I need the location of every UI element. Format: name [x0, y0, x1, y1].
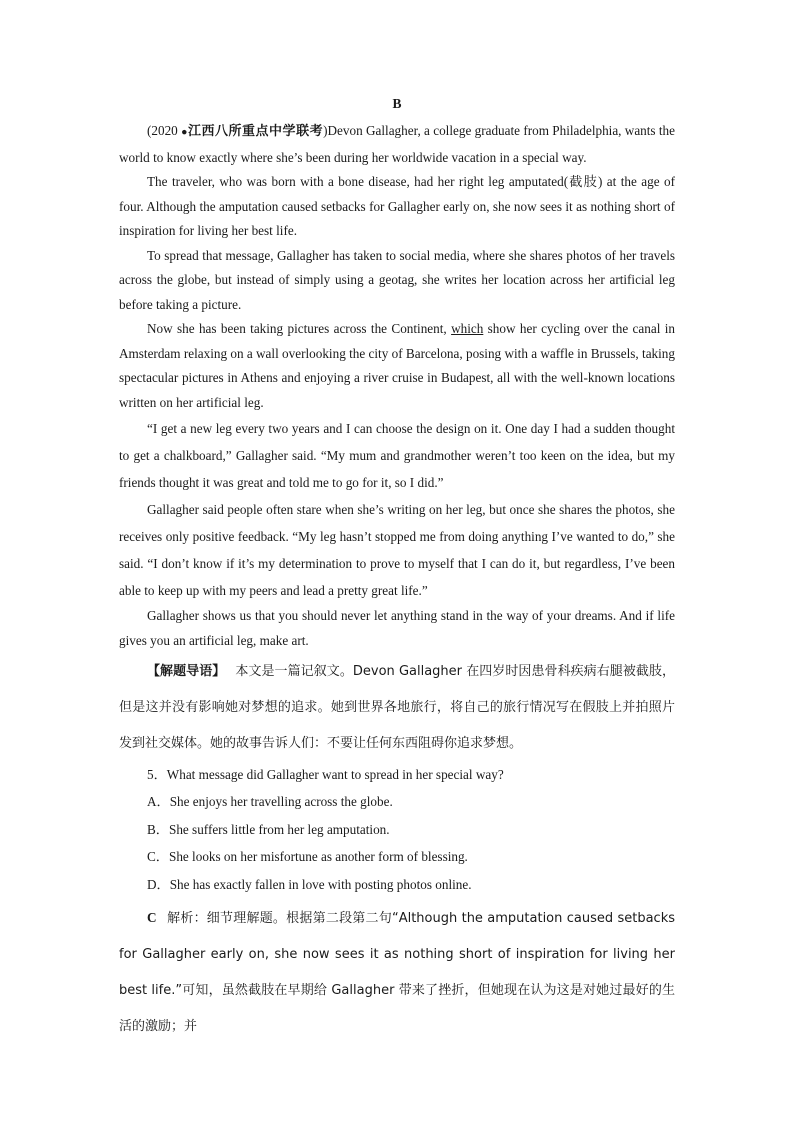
answer-text: 解析：细节理解题。根据第二段第二句“Although the amputation caused setbacks for Gallagher early on, she now sees it as nothing short of inspiration for living her best life.”可知，虽然截肢在早期给 Gallagher 带来了挫折，但她现在认为这是对她过最好的生活的激励；并 [119, 911, 676, 1034]
paragraph-1-text: Devon Gallagher, a college graduate from Philadelphia, wants the world to know exactly where she’s been during her worldwide vacation in a special way. [119, 123, 675, 165]
source-exam: 江西八所重点中学联考 [187, 124, 324, 139]
option-d: D．She has exactly fallen in love with posting photos online. [147, 876, 472, 892]
underlined-word: which [451, 321, 484, 336]
guide-tag: 【解题导语】 [147, 664, 226, 679]
quote-paragraph-1: “I get a new leg every two years and I can choose the design on it. One day I had a sudden thought to get a chalkboard,” Gallagher said. “My mum and grandmother weren’t too keen on the idea, but my friends thought it was great and told me to go for it, so I did.” [119, 421, 675, 490]
source-close: ) [323, 123, 328, 138]
paragraph-1 [119, 119, 675, 170]
paragraph-2: The traveler, who was born with a bone disease, had her right leg amputated(截肢) at the age of four. Although the amputation caused setbacks for Gallagher early on, she now sees it as nothing short of inspiration for living her best life. [119, 174, 675, 238]
option-c: C．She looks on her misfortune as another form of blessing. [147, 849, 468, 864]
option-a: A．She enjoys her travelling across the globe. [147, 794, 393, 809]
option-b: B．She suffers little from her leg amputation. [147, 821, 390, 837]
answer-letter: C [147, 910, 157, 925]
guide-paragraph [119, 653, 675, 761]
answer-paragraph [119, 900, 675, 1044]
paragraph-4-before: Now she has been taking pictures across the Continent, [147, 321, 452, 336]
paragraph-3: To spread that message, Gallagher has taken to social media, where she shares photos of her travels across the globe, but instead of simply using a geotag, she writes her location across her artificial leg before taking a picture. [119, 247, 675, 312]
document-content [119, 95, 675, 1044]
paragraph-4 [119, 317, 675, 415]
guide-text: 本文是一篇记叙文。Devon Gallagher 在四岁时因患骨科疾病右腿被截肢，但是这并没有影响她对梦想的追求。她到世界各地旅行，将自己的旅行情况写在假肢上并拍照片发到社交媒体。她的故事告诉人们：不要让任何东西阻碍你追求梦想。 [119, 664, 675, 751]
question-stem: 5．What message did Gallagher want to spread in her special way? [147, 767, 504, 782]
source-bullet: ● [181, 127, 188, 138]
source-year: (2020 [147, 123, 178, 138]
closing-paragraph: Gallagher shows us that you should never let anything stand in the way of your dreams. And if life gives you an artificial leg, make art. [119, 608, 675, 648]
paragraph-4-after: show her cycling over the canal in Amsterdam relaxing on a wall overlooking the city of Barcelona, posing with a waffle in Brussels, taking spectacular pictures in Athens and enjoying a river cruise in Budapest, all with the well-known locations written on her artificial leg. [119, 321, 675, 410]
section-label: B [392, 96, 402, 111]
quote-paragraph-2: Gallagher said people often stare when she’s writing on her leg, but once she shares the photos, she receives only positive feedback. “My leg hasn’t stopped me from doing anything I’ve wanted to do,” she said. “I don’t know if it’s my determination to prove to myself that I can do it, but regardless, I’ve been able to keep up with my peers and lead a pretty great life.” [119, 502, 675, 598]
